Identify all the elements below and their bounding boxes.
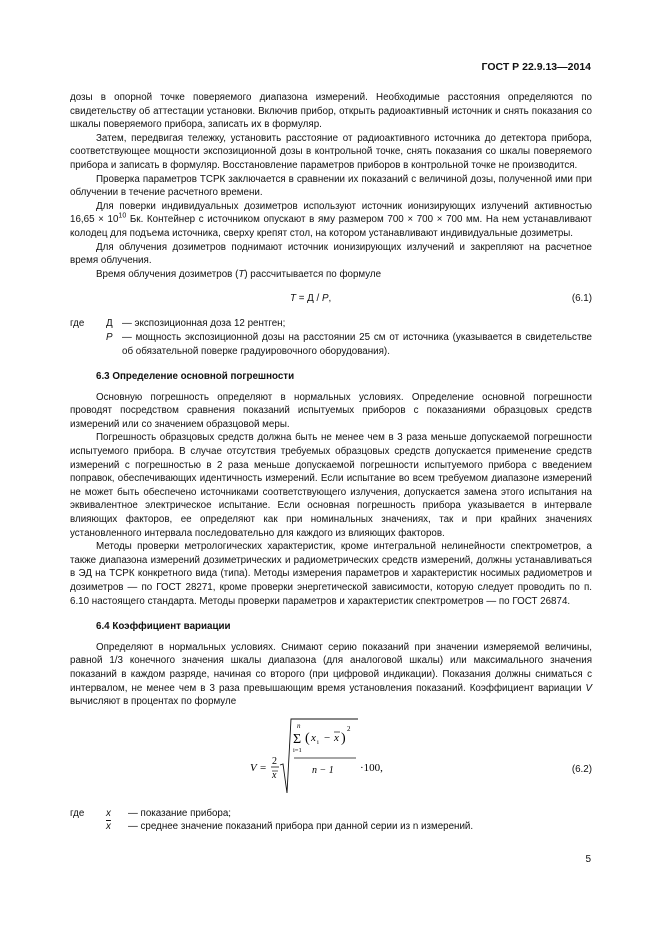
formula-v: V: [250, 761, 257, 774]
paragraph: Проверка параметров ТСРК заключается в сравнении их показаний с величиной дозы, полученной ими при облучении в течение расчетного времени.: [70, 173, 592, 199]
paragraph: Основную погрешность определяют в нормальных условиях. Определение основной погрешности проводят посредством сравнения показаний испытуемых приборов с показаниями образцовых средств измерений или со значением образцовой меры.: [70, 391, 592, 430]
paragraph: Определяют в нормальных условиях. Снимают серию показаний при значении измеряемой величины, равной 1/3 конечного значения шкалы диапазона (для аналоговой шкалы) или максимального значения показаний в каждом разряде, начиная со второго (при цифровой индикации). Показания должны сниматься с интервалом, не менее чем в 3 раза превышающим время установления показаний. Коэффициент вариации V вычисляют в процентах по формуле: [70, 641, 592, 708]
formula-tail: ·100,: [360, 761, 383, 774]
svg-text:): ): [341, 730, 346, 746]
formula-expression: T = Д / P,: [290, 293, 332, 305]
legend-text: — среднее значение показаний прибора при данной серии из n измерений.: [128, 821, 474, 833]
legend-label: где: [70, 807, 85, 819]
document-body: [70, 91, 592, 834]
legend-symbol: $\overline{x}$: [106, 821, 111, 833]
coefficient-of-variation-formula: [250, 713, 470, 803]
formula-xbar: x: [272, 769, 277, 781]
page-number: 5: [585, 854, 591, 865]
formula-sum-bottom: i=1: [293, 746, 302, 754]
paragraph: Затем, передвигая тележку, установить расстояние от радиоактивного источника до детектора прибора, соответствующее мощности экспозиционной дозы в контрольной точке, снять показания со шкалы поверяемого прибора и записать в формуляр. Восстановление параметров приборов в контрольной точке не производится.: [70, 132, 592, 171]
formula-minus: −: [324, 731, 331, 744]
formula-square: 2: [347, 724, 351, 733]
svg-text:(: (: [305, 730, 310, 746]
formula-sub-i: i: [317, 738, 319, 746]
legend-row: [70, 820, 592, 834]
section-heading: 6.4 Коэффициент вариации: [96, 621, 231, 633]
paragraph: Погрешность образцовых средств должна быть не менее чем в 3 раза меньше допускаемой погрешности испытуемого прибора. В случае отсутствия требуемых образцовых средств допускается применение средств измерений с погрешностью в 2 раза меньше допускаемой погрешности испытуемого прибора с введением поправок, обеспечивающих идентичность измерений. Если испытание во всем требуемом диапазоне измерений не может быть обеспечено источниками соответствующего излучения, допускается замена этого испытания на эквивалентное электрическое испытание. Если основная погрешность прибора указывается в интервале влияющих факторов, ее определяют как при номинальных значениях, так и при крайних значениях установленного интервала последовательно для каждого из влияющих факторов.: [70, 432, 592, 539]
formula-legend: [70, 317, 592, 358]
legend-row: [70, 317, 592, 331]
legend-symbol: x: [106, 807, 111, 819]
formula-xi: x: [311, 731, 316, 744]
legend-text: — экспозиционная доза 12 рентген;: [122, 318, 286, 330]
legend-symbol: P: [106, 331, 113, 343]
formula-6-1: [70, 286, 592, 312]
standard-code-header: ГОСТ Р 22.9.13—2014: [481, 61, 591, 73]
legend-label: где: [70, 318, 85, 330]
formula-6-2: [70, 713, 592, 803]
paragraph: дозы в опорной точке поверяемого диапазона измерений. Необходимые расстояния определяются по свидетельству об аттестации установки. Включив прибор, открыть радиоактивный источник и снять показания со шкалы поверяемого прибора, записать их в формуляр.: [70, 92, 592, 131]
legend-symbol: Д: [106, 318, 113, 330]
legend-row: [70, 807, 592, 821]
formula-eq: =: [260, 761, 267, 774]
formula-sigma: Σ: [293, 731, 302, 747]
formula-denominator: n − 1: [312, 764, 334, 776]
legend-row: [70, 331, 592, 358]
formula-number: (6.2): [571, 763, 592, 775]
legend-text: — показание прибора;: [128, 807, 232, 819]
paragraph: Время облучения дозиметров (T) рассчитывается по формуле: [96, 268, 382, 280]
paragraph: Для облучения дозиметров поднимают источник ионизирующих излучений и закрепляют на расчетное время облучения.: [70, 241, 592, 267]
section-heading: 6.3 Определение основной погрешности: [96, 371, 295, 383]
formula-number: (6.1): [571, 293, 592, 305]
paragraph: Для поверки индивидуальных дозиметров используют источник ионизирующих излучений активностью $16,65 \times 10^{10}$ Бк. Контейнер с источником опускают в яму размером 700 × 700 × 700 мм. На нем устанавливают колодец для подъема источника, сверху крепят стол, на котором устанавливают индивидуальные дозиметры.: [70, 200, 592, 239]
formula-two: 2: [272, 755, 277, 767]
formula-xbar-inner: x: [334, 731, 339, 744]
formula-sum-top: n: [297, 721, 301, 730]
paragraph: Методы проверки метрологических характеристик, кроме интегральной нелинейности спектрометров, а также диапазона измерений дозиметрических и радиометрических средств измерений, должны устанавливаться в ЭД на ТСРК конкретного вида (типа). Методы измерения параметров и характеристик носимых радиометров и дозиметров — по ГОСТ 28271, кроме проверки энергетической зависимости, которую следует проводить по п. 6.10 настоящего стандарта. Методы проверки параметров и характеристик спектрометров — по ГОСТ 26874.: [70, 541, 592, 607]
formula-legend: [70, 807, 592, 834]
legend-text: — мощность экспозиционной дозы на расстоянии 25 см от источника (указывается в свидетельстве об обязательной поверке градуировочного оборудования).: [122, 331, 592, 357]
